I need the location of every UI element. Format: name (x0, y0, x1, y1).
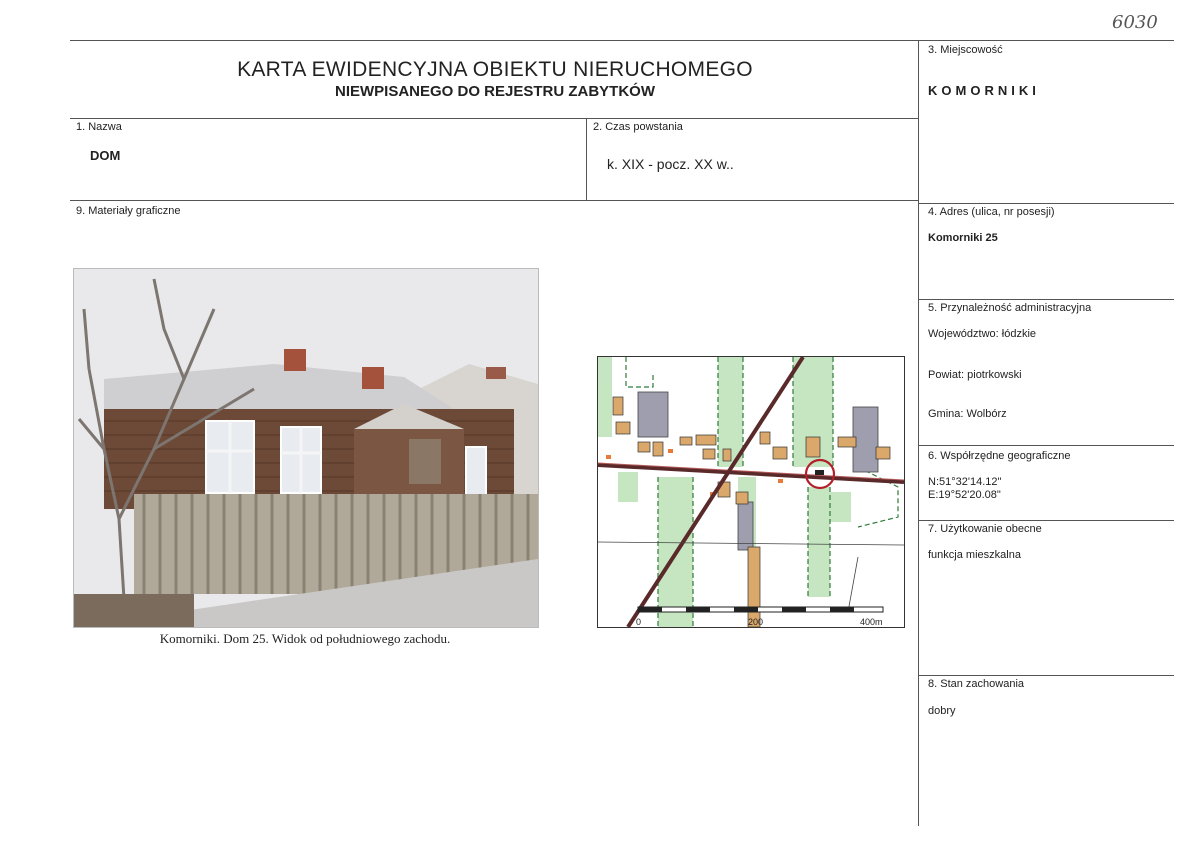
date-label: 2. Czas powstania (593, 121, 683, 133)
map-scale-start: 0 (636, 617, 642, 627)
locality-label: 3. Miejscowość (928, 44, 1003, 56)
address-label: 4. Adres (ulica, nr posesji) (928, 206, 1055, 218)
name-value: DOM (90, 148, 121, 163)
condition-value: dobry (928, 705, 956, 717)
usage-label: 7. Użytkowanie obecne (928, 523, 1042, 535)
voivodeship-value: Województwo: łódzkie (928, 328, 1037, 340)
handwritten-catalog-number: 6030 (1112, 12, 1158, 33)
locality-value: KOMORNIKI (928, 83, 1040, 98)
date-value: k. XIX - pocz. XX w.. (607, 156, 734, 172)
coords-east: E:19°52'20.08" (928, 489, 1001, 501)
condition-divider (918, 675, 1174, 676)
house-photo (73, 268, 539, 628)
name-label: 1. Nazwa (76, 121, 122, 133)
address-divider (918, 203, 1174, 204)
coords-divider (918, 445, 1174, 446)
usage-divider (918, 520, 1174, 521)
admin-label: 5. Przynależność administracyjna (928, 302, 1092, 314)
name-row-divider (70, 200, 918, 201)
coords-north: N:51°32'14.12" (928, 476, 1002, 488)
coords-label: 6. Współrzędne geograficzne (928, 450, 1071, 462)
right-top-border (918, 40, 1174, 41)
name-date-divider (586, 118, 587, 200)
map-scale-end: 400m (860, 617, 883, 627)
usage-value: funkcja mieszkalna (928, 549, 1021, 561)
right-column-divider (918, 40, 919, 826)
admin-divider (918, 299, 1174, 300)
address-value: Komorniki 25 (928, 232, 998, 244)
condition-label: 8. Stan zachowania (928, 678, 1025, 690)
top-border (70, 40, 918, 41)
card-title: KARTA EWIDENCYJNA OBIEKTU NIERUCHOMEGO (237, 58, 753, 81)
map-scale-mid: 200 (748, 617, 764, 627)
county-value: Powiat: piotrkowski (928, 369, 1022, 381)
title-divider (70, 118, 918, 119)
location-map (597, 356, 905, 628)
commune-value: Gmina: Wolbórz (928, 408, 1007, 420)
card-subtitle: NIEWPISANEGO DO REJESTRU ZABYTKÓW (334, 83, 656, 100)
photo-caption: Komorniki. Dom 25. Widok od południowego zachodu. (159, 631, 451, 646)
graphics-label: 9. Materiały graficzne (76, 205, 181, 217)
